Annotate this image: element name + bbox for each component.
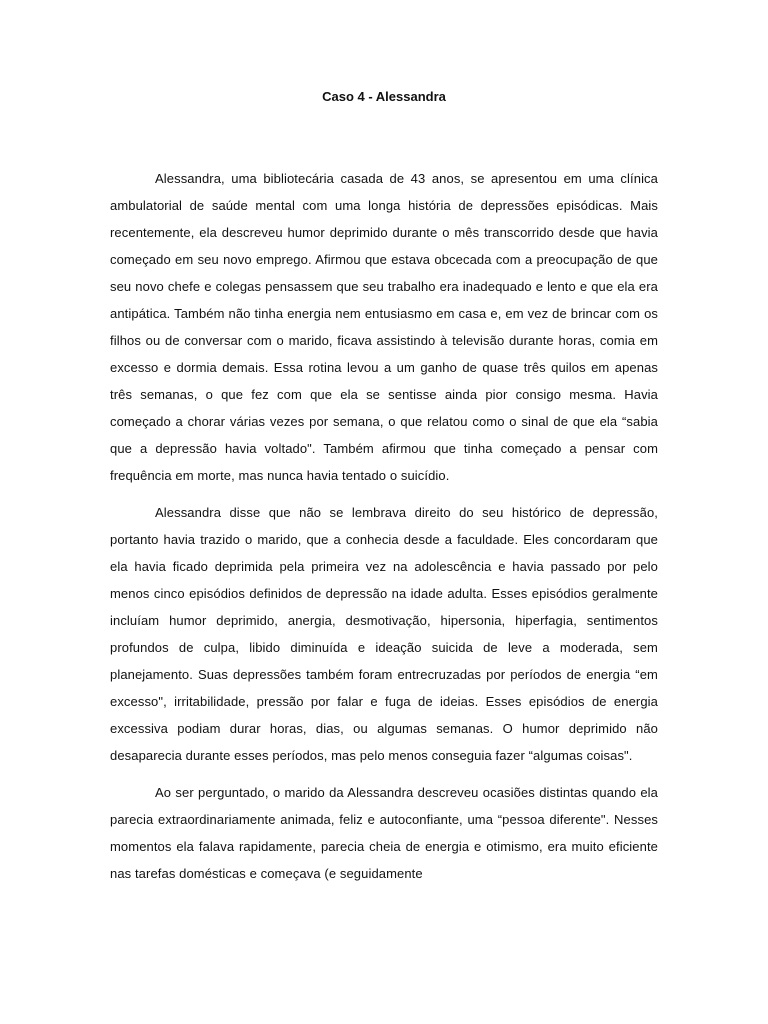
paragraph-1: Alessandra, uma bibliotecária casada de 43 anos, se apresentou em uma clínica ambulatorial de saúde mental com uma longa história de depressões episódicas. Mais recentemente, ela descreveu humor deprimido durante o mês transcorrido desde que havia começado em seu novo emprego. Afirmou que estava obcecada com a preocupação de que seu novo chefe e colegas pensassem que seu trabalho era inadequado e lento e que ela era antipática. Também não tinha energia nem entusiasmo em casa e, em vez de brincar com os filhos ou de conversar com o marido, ficava assistindo à televisão durante horas, comia em excesso e dormia demais. Essa rotina levou a um ganho de quase três quilos em apenas três semanas, o que fez com que ela se sentisse ainda pior consigo mesma. Havia começado a chorar várias vezes por semana, o que relatou como o sinal de que ela “sabia que a depressão havia voltado". Também afirmou que tinha começado a pensar com frequência em morte, mas nunca havia tentado o suicídio. <box>110 171 658 483</box>
page-title: Caso 4 - Alessandra <box>322 89 446 104</box>
document-body <box>110 165 658 897</box>
paragraph-2: Alessandra disse que não se lembrava direito do seu histórico de depressão, portanto havia trazido o marido, que a conhecia desde a faculdade. Eles concordaram que ela havia ficado deprimida pela primeira vez na adolescência e havia passado por pelo menos cinco episódios definidos de depressão na idade adulta. Esses episódios geralmente incluíam humor deprimido, anergia, desmotivação, hipersonia, hiperfagia, sentimentos profundos de culpa, libido diminuída e ideação suicida de leve a moderada, sem planejamento. Suas depressões também foram entrecruzadas por períodos de energia “em excesso", irritabilidade, pressão por falar e fuga de ideias. Esses episódios de energia excessiva podiam durar horas, dias, ou algumas semanas. O humor deprimido não desaparecia durante esses períodos, mas pelo menos conseguia fazer “algumas coisas". <box>110 505 658 763</box>
paragraph-3: Ao ser perguntado, o marido da Alessandra descreveu ocasiões distintas quando ela parecia extraordinariamente animada, feliz e autoconfiante, uma “pessoa diferente". Nesses momentos ela falava rapidamente, parecia cheia de energia e otimismo, era muito eficiente nas tarefas domésticas e começava (e seguidamente <box>110 785 658 881</box>
